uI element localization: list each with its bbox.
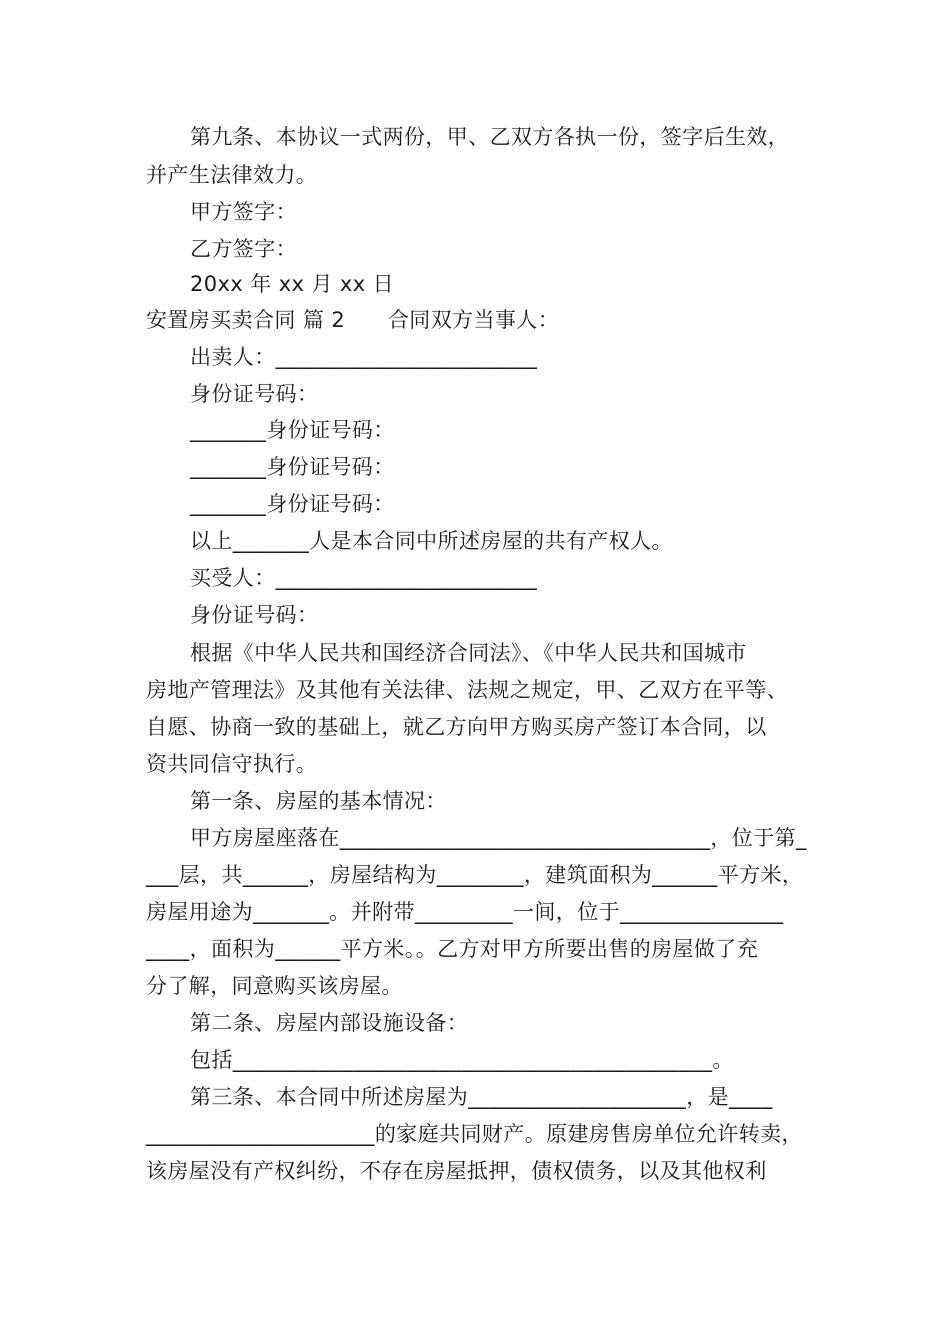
article-3-line-2: _____________________的家庭共同财产。原建房售房单位允许转卖， — [146, 1122, 803, 1146]
article-1-line-3: 房屋用途为_______。并附带_________一间，位于_______________ — [146, 900, 784, 924]
article-1-heading: 第一条、房屋的基本情况： — [190, 789, 447, 813]
section-title: 安置房买卖合同 篇 2 合同双方当事人： — [146, 308, 560, 332]
seller-id-line: 身份证号码： — [190, 382, 319, 406]
article-1-line-1: 甲方房屋座落在__________________________________，位于第_ — [190, 826, 807, 850]
date-line: 20xx 年 xx 月 xx 日 — [190, 272, 395, 296]
co-owner-id-line-1: _______身份证号码： — [190, 418, 395, 442]
article-1-line-4: ____，面积为______平方米。。乙方对甲方所要出售的房屋做了充 — [146, 937, 759, 961]
article-9-line-1: 第九条、本协议一式两份，甲、乙双方各执一份，签字后生效， — [190, 125, 790, 149]
preamble-line-3: 自愿、协商一致的基础上，就乙方向甲方购买房产签订本合同，以 — [146, 715, 767, 739]
preamble-line-2: 房地产管理法》及其他有关法律、法规之规定，甲、乙双方在平等、 — [146, 678, 788, 702]
party-a-signature: 甲方签字： — [190, 200, 297, 224]
article-3-line-3: 该房屋没有产权纠纷，不存在房屋抵押，债权债务，以及其他权利 — [146, 1159, 767, 1183]
seller-line: 出卖人：________________________ — [190, 345, 538, 369]
article-2-heading: 第二条、房屋内部设施设备： — [190, 1011, 469, 1035]
preamble-line-4: 资共同信守执行。 — [146, 752, 318, 776]
preamble-line-1: 根据《中华人民共和国经济合同法》、《中华人民共和国城市 — [190, 641, 747, 665]
co-owner-id-line-2: _______身份证号码： — [190, 455, 395, 479]
article-3-line-1: 第三条、本合同中所述房屋为____________________，是____ — [190, 1085, 773, 1109]
buyer-id-line: 身份证号码： — [190, 603, 319, 627]
article-2-line-1: 包括____________________________________________。 — [190, 1048, 734, 1072]
article-1-line-2: ___层，共______，房屋结构为________，建筑面积为______平方米， — [146, 863, 804, 887]
buyer-line: 买受人：________________________ — [190, 566, 538, 590]
co-owner-id-line-3: _______身份证号码： — [190, 492, 395, 516]
article-9-line-2: 并产生法律效力。 — [146, 163, 318, 187]
party-b-signature: 乙方签字： — [190, 237, 297, 261]
co-owners-statement: 以上_______人是本合同中所述房屋的共有产权人。 — [190, 529, 673, 553]
article-1-line-5: 分了解，同意购买该房屋。 — [146, 974, 403, 998]
